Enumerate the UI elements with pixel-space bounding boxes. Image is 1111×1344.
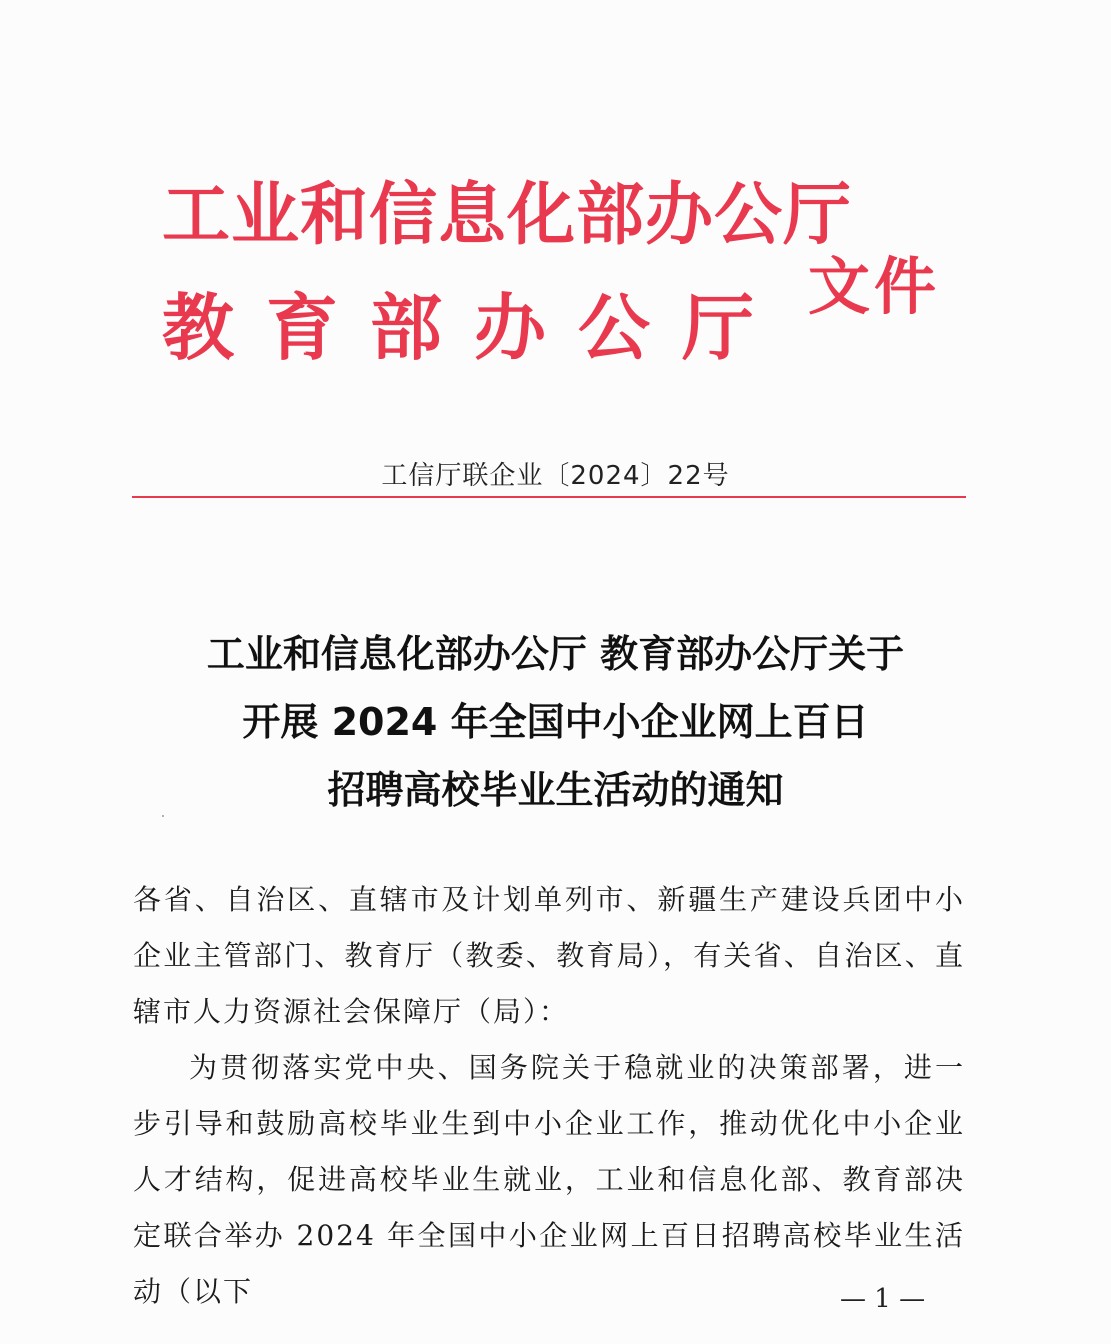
addressees-paragraph: 各省、自治区、直辖市及计划单列市、新疆生产建设兵团中小企业主管部门、教育厅（教委、教育局），有关省、自治区、直辖市人力资源社会保障厅（局）： bbox=[133, 883, 965, 1028]
title-line-3: 招聘高校毕业生活动的通知 bbox=[327, 768, 784, 812]
title-line-2: 开展 2024 年全国中小企业网上百日 bbox=[242, 700, 869, 744]
document-type-label: 文件 bbox=[808, 250, 941, 323]
document-title bbox=[0, 620, 1111, 824]
page-number: — 1 — bbox=[840, 1284, 926, 1314]
red-masthead bbox=[0, 0, 1111, 420]
scan-speck bbox=[162, 815, 164, 817]
body-text bbox=[133, 872, 965, 1320]
document-number: 工信厅联企业〔2024〕22号 bbox=[381, 461, 730, 491]
issuer-line-miit: 工业和信息化部办公厅 bbox=[162, 176, 853, 255]
title-line-1: 工业和信息化部办公厅 教育部办公厅关于 bbox=[206, 632, 905, 676]
red-separator-line bbox=[132, 496, 966, 498]
body-paragraph-1: 为贯彻落实党中央、国务院关于稳就业的决策部署，进一步引导和鼓励高校毕业生到中小企业工作，推动优化中小企业人才结构，促进高校毕业生就业，工业和信息化部、教育部决定联合举办 2024 年全国中小企业网上百日招聘高校毕业生活动（以下 bbox=[133, 1051, 965, 1308]
issuer-line-moe: 教育部办公厅 bbox=[162, 286, 787, 370]
